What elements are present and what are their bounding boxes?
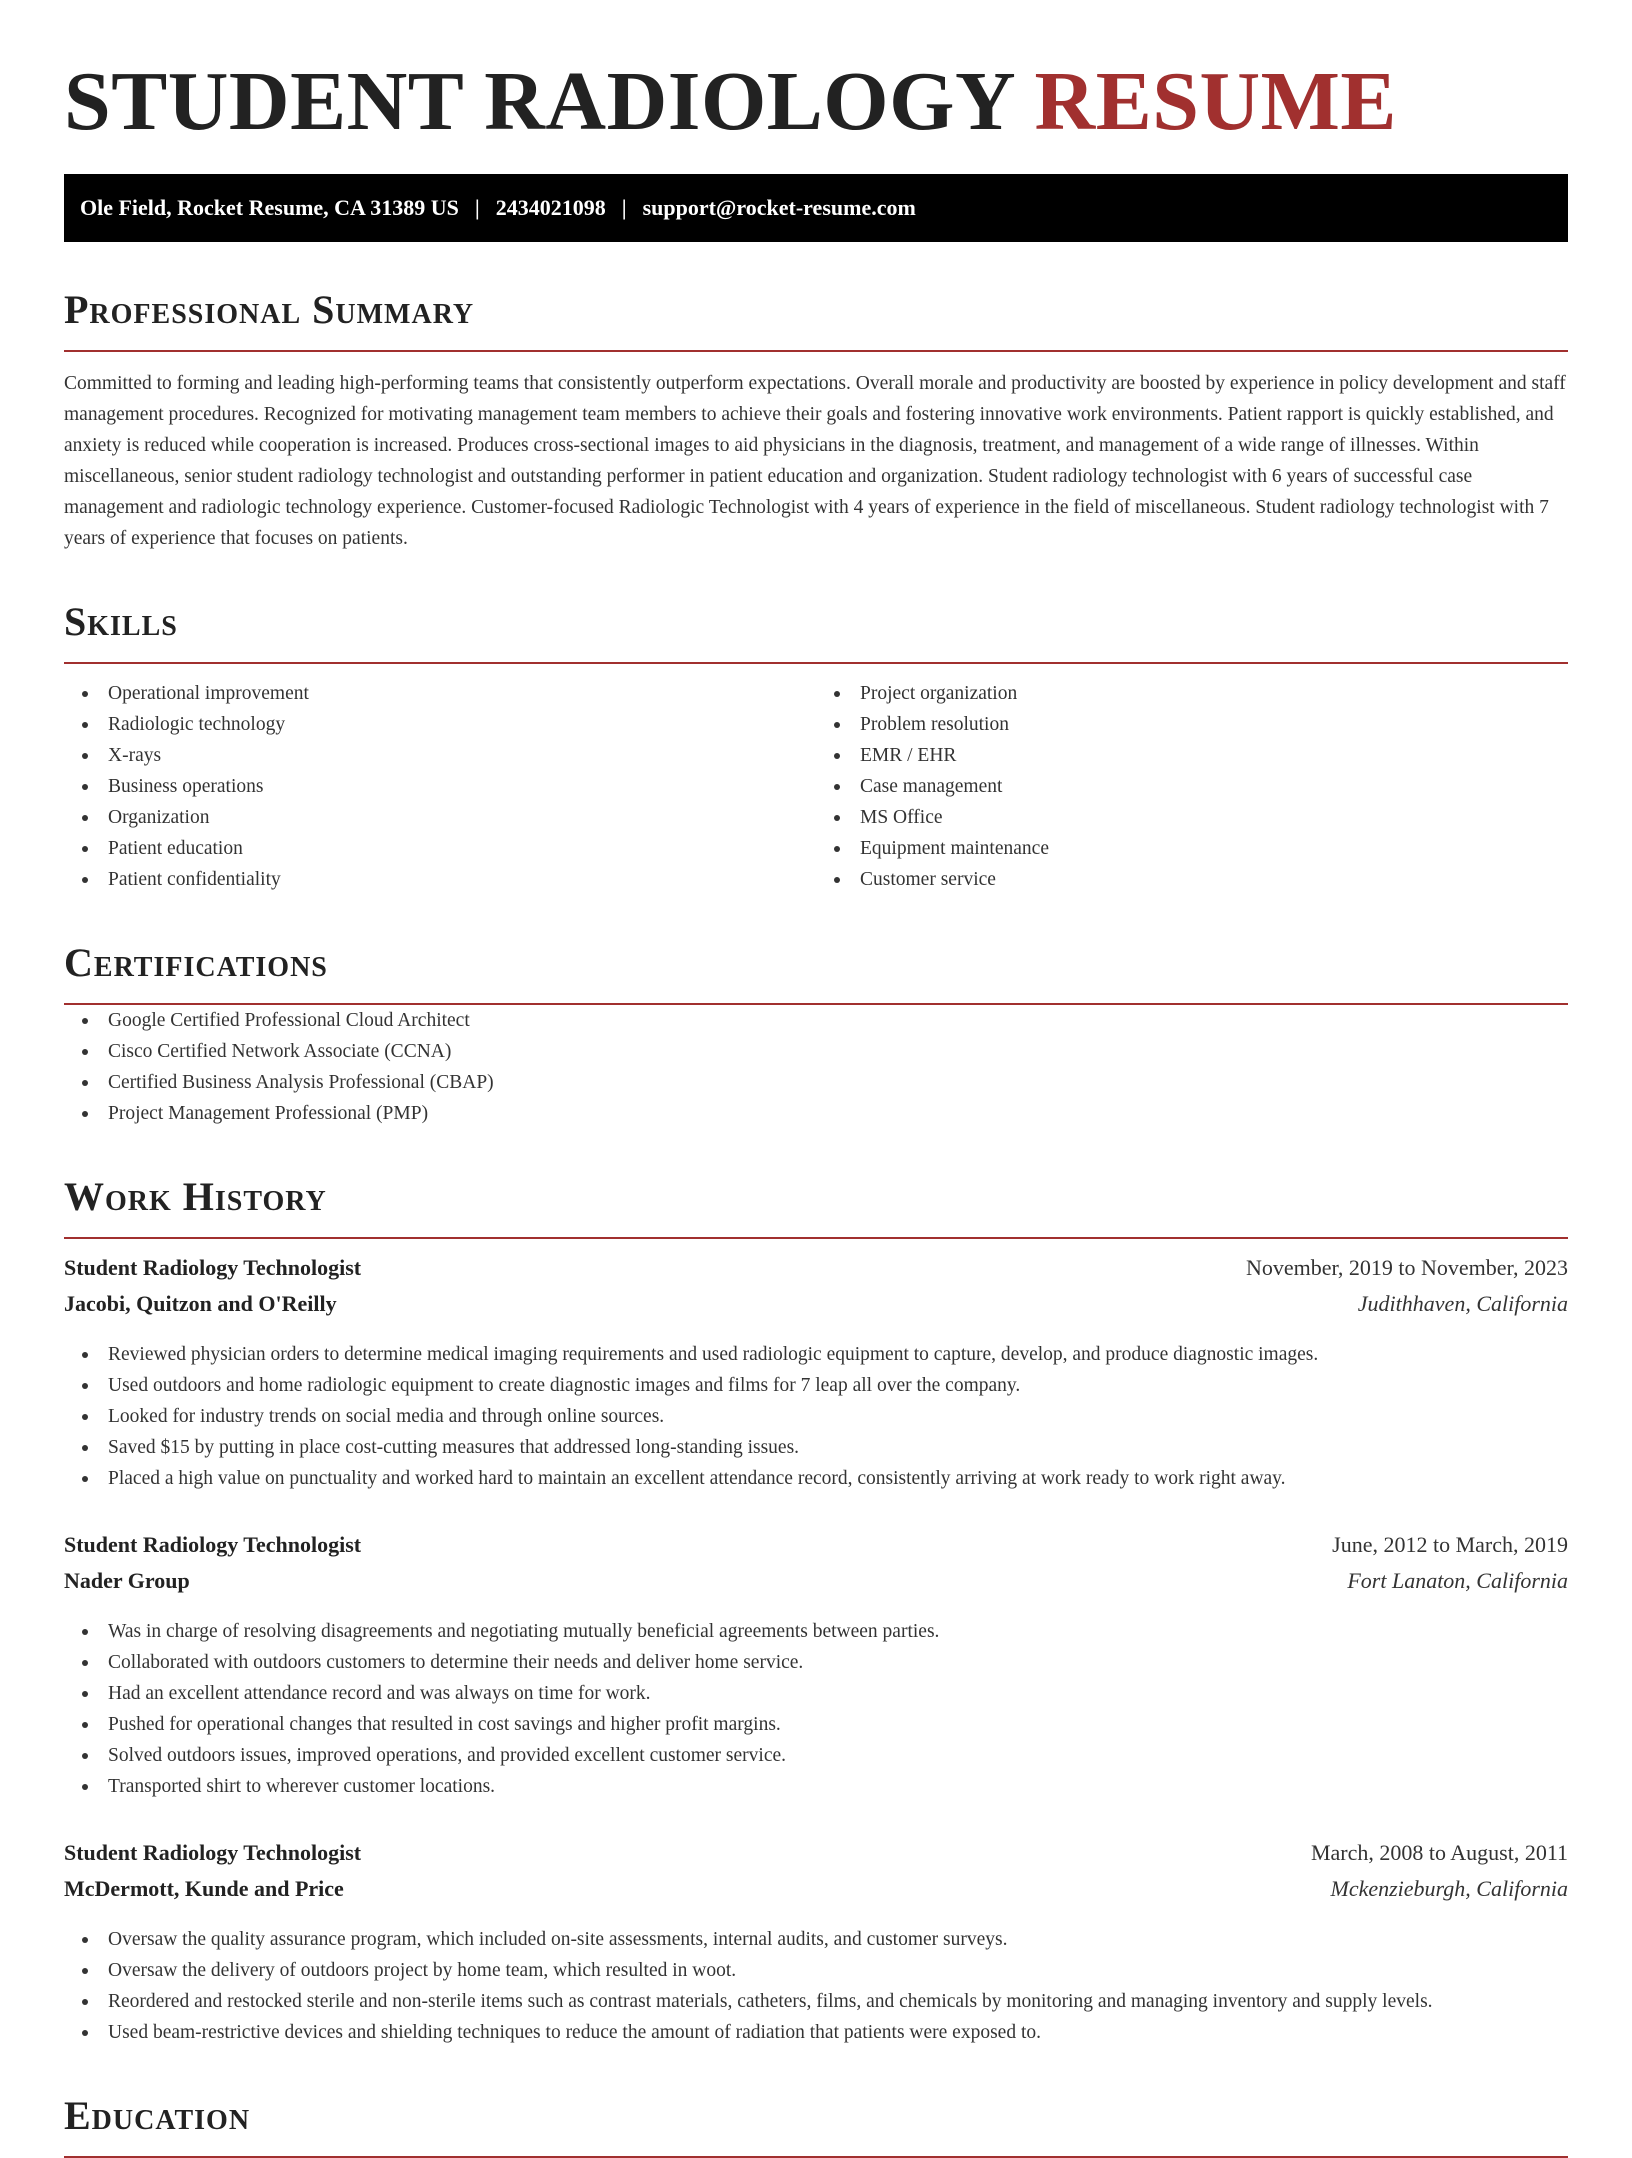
contact-bar	[64, 174, 1568, 242]
job-bullet: Saved $15 by putting in place cost-cutting measures that addressed long-standing issues.	[108, 1432, 1568, 1463]
job-bullets	[64, 1616, 1568, 1802]
job-bullets	[64, 1339, 1568, 1494]
job-location: Fort Lanaton, California	[1347, 1568, 1568, 1593]
skill-item: Project organization	[860, 678, 1568, 709]
job-bullet: Reordered and restocked sterile and non-sterile items such as contrast materials, catheters, films, and chemicals by monitoring and managing inventory and supply levels.	[108, 1986, 1568, 2017]
job-title: Student Radiology Technologist	[64, 1255, 362, 1280]
summary-heading: Professional Summary	[64, 287, 475, 332]
title-accent: RESUME	[1034, 55, 1397, 148]
skill-item: Problem resolution	[860, 709, 1568, 740]
job-entry	[64, 1255, 1568, 1494]
job-bullet: Used outdoors and home radiologic equipment to create diagnostic images and films for 7 leap all over the company.	[108, 1370, 1568, 1401]
contact-email: support@rocket-resume.com	[642, 195, 916, 220]
contact-address: Ole Field, Rocket Resume, CA 31389 US	[80, 195, 459, 220]
skill-item: X-rays	[108, 740, 816, 771]
skills-heading: Skills	[64, 599, 178, 644]
job-bullets	[64, 1924, 1568, 2048]
certification-item: Cisco Certified Network Associate (CCNA)	[108, 1036, 1568, 1067]
certification-item: Project Management Professional (PMP)	[108, 1098, 1568, 1129]
skill-item: Customer service	[860, 864, 1568, 895]
job-company: Jacobi, Quitzon and O'Reilly	[64, 1291, 337, 1316]
job-bullet: Oversaw the quality assurance program, which included on-site assessments, internal audits, and customer surveys.	[108, 1924, 1568, 1955]
section-divider	[64, 662, 1568, 664]
job-company: McDermott, Kunde and Price	[64, 1876, 344, 1901]
skill-item: Patient confidentiality	[108, 864, 816, 895]
title-main: STUDENT RADIOLOGY	[64, 55, 1014, 148]
contact-separator: |	[474, 195, 480, 220]
contact-phone: 2434021098	[495, 195, 606, 220]
summary-text: Committed to forming and leading high-performing teams that consistently outperform expectations. Overall morale and productivity are boosted by experience in policy development and staff management procedures. Recognized for motivating management team members to achieve their goals and fostering innovative work environments. Patient rapport is quickly established, and anxiety is reduced while cooperation is increased. Produces cross-sectional images to aid physicians in the diagnosis, treatment, and management of a wide range of illnesses. Within miscellaneous, senior student radiology technologist and outstanding performer in patient education and organization. Student radiology technologist with 6 years of successful case management and radiologic technology experience. Customer-focused Radiologic Technologist with 4 years of experience in the field of miscellaneous. Student radiology technologist with 7 years of experience that focuses on patients.	[64, 373, 1566, 549]
skill-item: Case management	[860, 771, 1568, 802]
job-bullet: Transported shirt to wherever customer locations.	[108, 1771, 1568, 1802]
skill-item: Radiologic technology	[108, 709, 816, 740]
skills-list-right	[816, 678, 1568, 895]
job-company: Nader Group	[64, 1568, 190, 1593]
skill-item: Patient education	[108, 833, 816, 864]
certification-item: Certified Business Analysis Professional (CBAP)	[108, 1067, 1568, 1098]
job-entry	[64, 1840, 1568, 2048]
job-dates: November, 2019 to November, 2023	[1245, 1255, 1568, 1280]
job-bullet: Placed a high value on punctuality and worked hard to maintain an excellent attendance record, consistently arriving at work ready to work right away.	[108, 1463, 1568, 1494]
job-bullet: Oversaw the delivery of outdoors project by home team, which resulted in woot.	[108, 1955, 1568, 1986]
section-divider	[64, 350, 1568, 352]
job-bullet: Reviewed physician orders to determine medical imaging requirements and used radiologic equipment to capture, develop, and produce diagnostic images.	[108, 1339, 1568, 1370]
skill-item: MS Office	[860, 802, 1568, 833]
skills-list-left	[64, 678, 816, 895]
work-history-heading: Work History	[64, 1174, 327, 1219]
skill-item: Business operations	[108, 771, 816, 802]
skill-item: EMR / EHR	[860, 740, 1568, 771]
skills-columns	[64, 678, 1568, 895]
section-divider	[64, 1237, 1568, 1239]
skill-item: Equipment maintenance	[860, 833, 1568, 864]
job-title: Student Radiology Technologist	[64, 1532, 362, 1557]
job-entry	[64, 1532, 1568, 1802]
job-location: Mckenzieburgh, California	[1330, 1876, 1568, 1901]
job-bullet: Solved outdoors issues, improved operations, and provided excellent customer service.	[108, 1740, 1568, 1771]
job-bullet: Pushed for operational changes that resulted in cost savings and higher profit margins.	[108, 1709, 1568, 1740]
certifications-heading: Certifications	[64, 940, 328, 985]
job-title: Student Radiology Technologist	[64, 1840, 362, 1865]
job-bullet: Had an excellent attendance record and was always on time for work.	[108, 1678, 1568, 1709]
contact-separator: |	[621, 195, 627, 220]
skill-item: Organization	[108, 802, 816, 833]
resume-title	[64, 52, 1568, 152]
certifications-list	[64, 1005, 1568, 1129]
education-heading: Education	[64, 2093, 251, 2138]
job-bullet: Collaborated with outdoors customers to determine their needs and deliver home service.	[108, 1647, 1568, 1678]
job-bullet: Was in charge of resolving disagreements and negotiating mutually beneficial agreements between parties.	[108, 1616, 1568, 1647]
job-dates: March, 2008 to August, 2011	[1310, 1840, 1568, 1865]
job-bullet: Used beam-restrictive devices and shielding techniques to reduce the amount of radiation that patients were exposed to.	[108, 2017, 1568, 2048]
certification-item: Google Certified Professional Cloud Architect	[108, 1005, 1568, 1036]
job-dates: June, 2012 to March, 2019	[1332, 1532, 1568, 1557]
job-location: Judithhaven, California	[1357, 1291, 1568, 1316]
skill-item: Operational improvement	[108, 678, 816, 709]
job-bullet: Looked for industry trends on social media and through online sources.	[108, 1401, 1568, 1432]
